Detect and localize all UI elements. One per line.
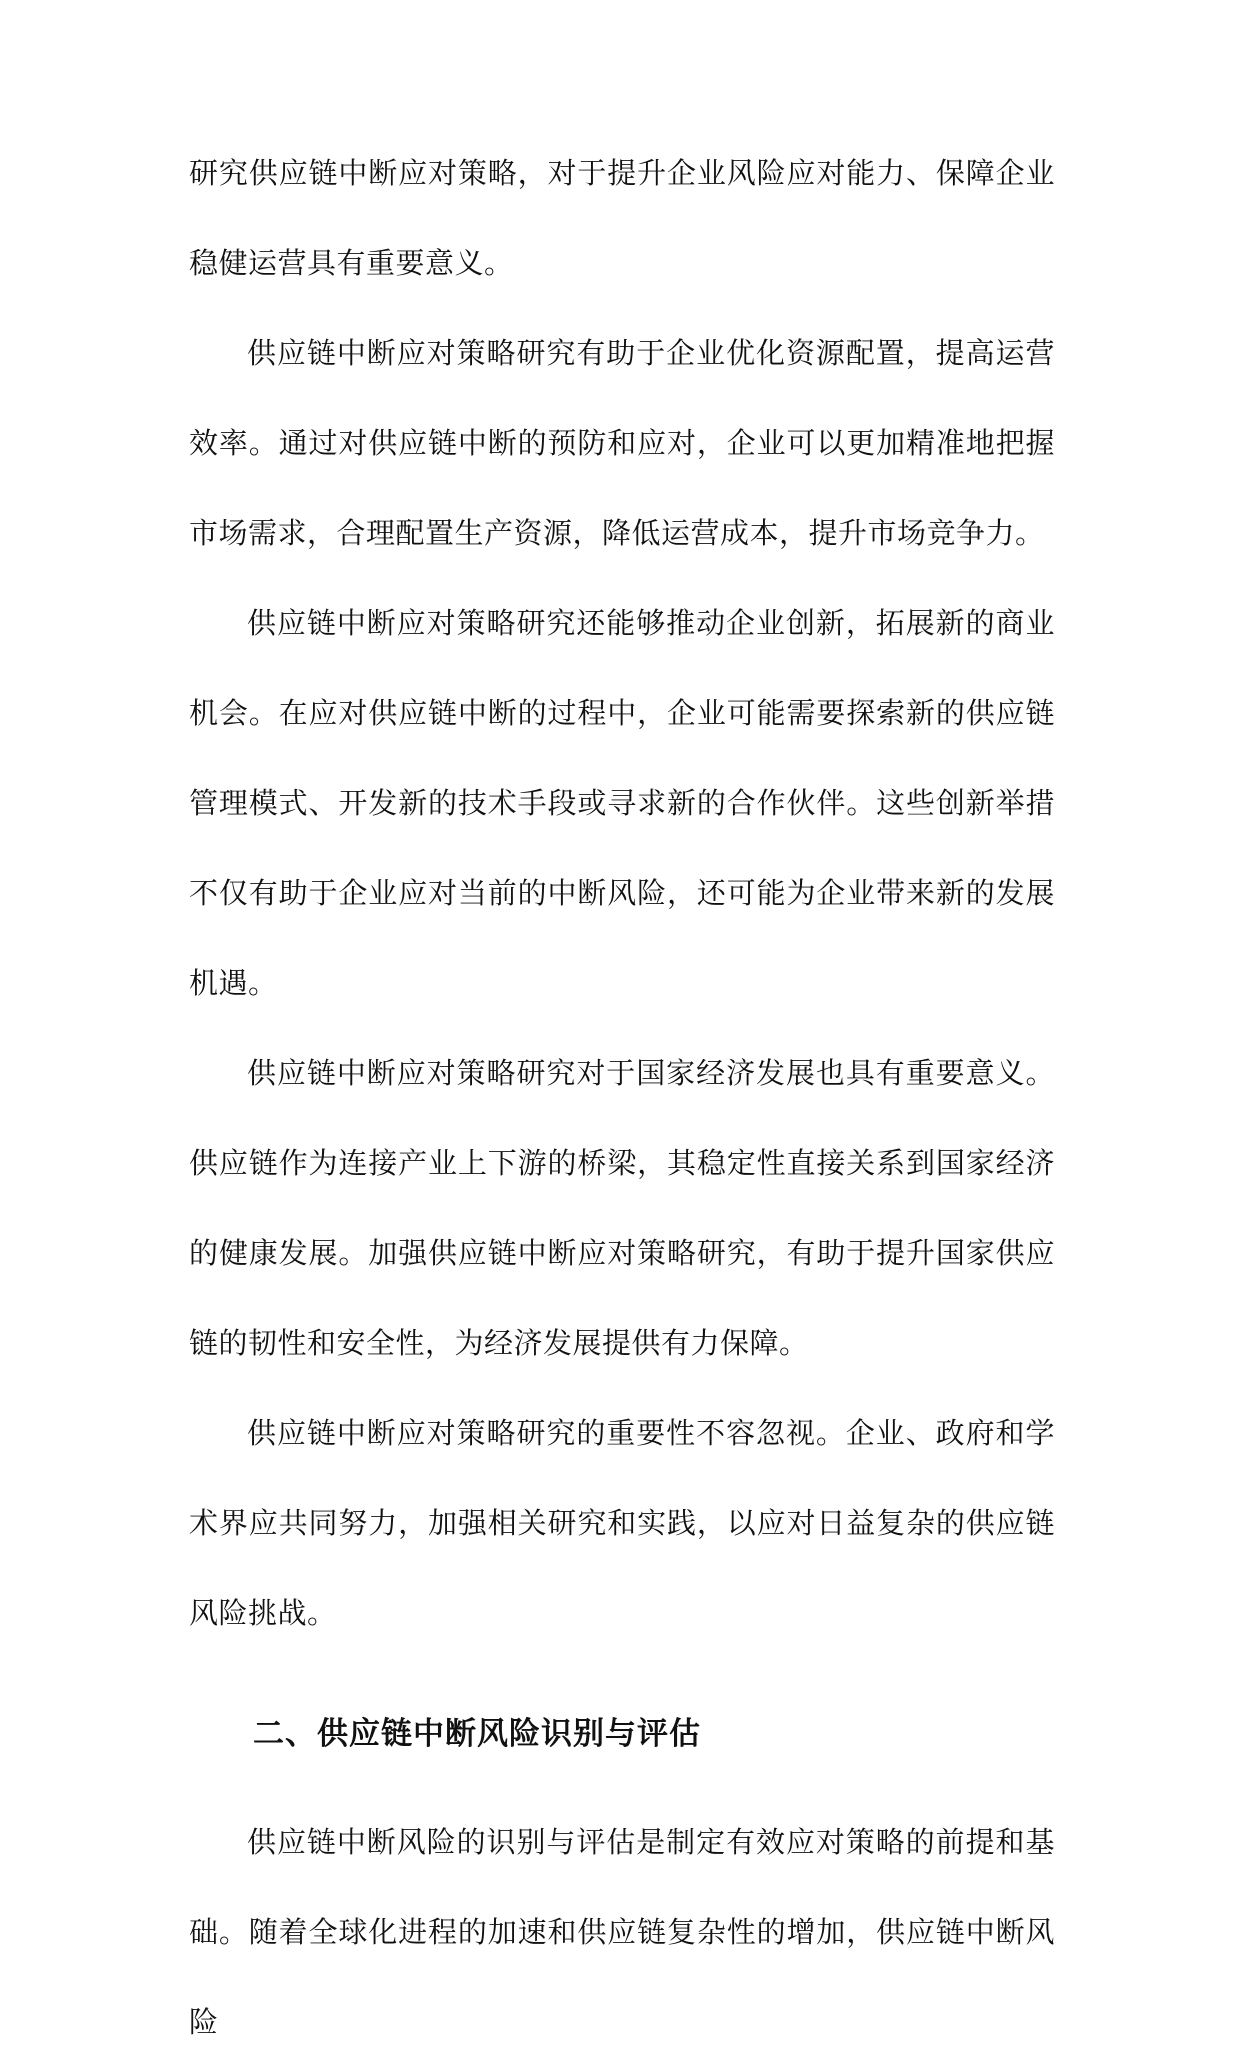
- paragraph-national-economy: 供应链中断应对策略研究对于国家经济发展也具有重要意义。供应链作为连接产业上下游的桥梁，其稳定性直接关系到国家经济的健康发展。加强供应链中断应对策略研究，有助于提升国家供应链的韧性和安全性，为经济发展提供有力保障。: [189, 1056, 1055, 1360]
- paragraph-resource-allocation: 供应链中断应对策略研究有助于企业优化资源配置，提高运营效率。通过对供应链中断的预防和应对，企业可以更加精准地把握市场需求，合理配置生产资源，降低运营成本，提升市场竞争力。: [189, 336, 1055, 550]
- document-body: [189, 128, 1055, 2067]
- section-heading: 二、供应链中断风险识别与评估: [253, 1716, 701, 1752]
- paragraph-innovation: 供应链中断应对策略研究还能够推动企业创新，拓展新的商业机会。在应对供应链中断的过程中，企业可能需要探索新的供应链管理模式、开发新的技术手段或寻求新的合作伙伴。这些创新举措不仅有助于企业应对当前的中断风险，还可能为企业带来新的发展机遇。: [189, 606, 1055, 1000]
- paragraph-importance: 供应链中断应对策略研究的重要性不容忽视。企业、政府和学术界应共同努力，加强相关研究和实践，以应对日益复杂的供应链风险挑战。: [189, 1416, 1055, 1630]
- paragraph-continuation: 研究供应链中断应对策略，对于提升企业风险应对能力、保障企业稳健运营具有重要意义。: [189, 156, 1055, 280]
- paragraph-risk-identification: 供应链中断风险的识别与评估是制定有效应对策略的前提和基础。随着全球化进程的加速和供应链复杂性的增加，供应链中断风险: [189, 1825, 1055, 2039]
